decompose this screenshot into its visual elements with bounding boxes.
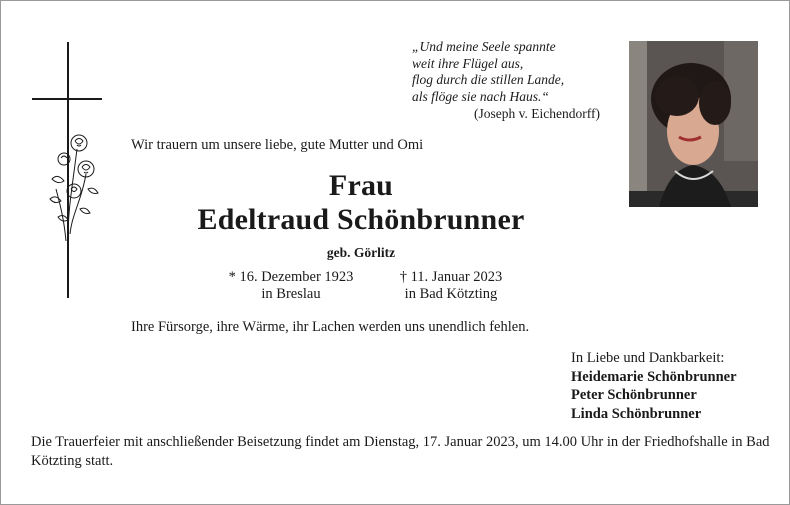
quote-line: flog durch die stillen Lande, — [412, 72, 565, 87]
intro-text: Wir trauern um unsere liebe, gute Mutter und Omi — [131, 137, 424, 153]
mourner-name: Linda Schönbrunner — [571, 405, 702, 422]
birth-place: in Breslau — [261, 286, 321, 302]
quote-line: weit ihre Flügel aus, — [412, 55, 524, 71]
quote-line: als flöge sie nach Haus.“ — [412, 88, 549, 104]
service-text: Die Trauerfeier mit anschließender Beisetzung findet am Dienstag, 17. Januar 2023, um 14.00 Uhr in der Friedhofshalle in Bad Kötzting statt. — [31, 434, 770, 469]
mourners-heading: In Liebe und Dankbarkeit: — [571, 350, 725, 366]
mourner-name: Peter Schönbrunner — [571, 387, 697, 403]
quote — [412, 39, 612, 105]
care-text: Ihre Fürsorge, ihre Wärme, ihr Lachen werden uns unendlich fehlen. — [131, 319, 530, 335]
rose-branch-icon — [42, 129, 102, 247]
deceased-salutation: Frau — [328, 169, 394, 202]
portrait-photo — [629, 41, 758, 207]
quote-line: „Und meine Seele spannte — [412, 39, 556, 54]
death-date: † 11. Januar 2023 — [399, 269, 503, 285]
birth-date: * 16. Dezember 1923 — [228, 269, 354, 285]
maiden-name: geb. Görlitz — [326, 245, 396, 260]
deceased-name: Edeltraud Schönbrunner — [197, 203, 525, 236]
cross-icon-bar — [32, 98, 102, 100]
quote-author: (Joseph v. Eichendorff) — [474, 106, 600, 121]
death-place: in Bad Kötzting — [404, 286, 498, 302]
mourners-block — [571, 349, 737, 423]
mourner-name: Heidemarie Schönbrunner — [571, 368, 737, 385]
